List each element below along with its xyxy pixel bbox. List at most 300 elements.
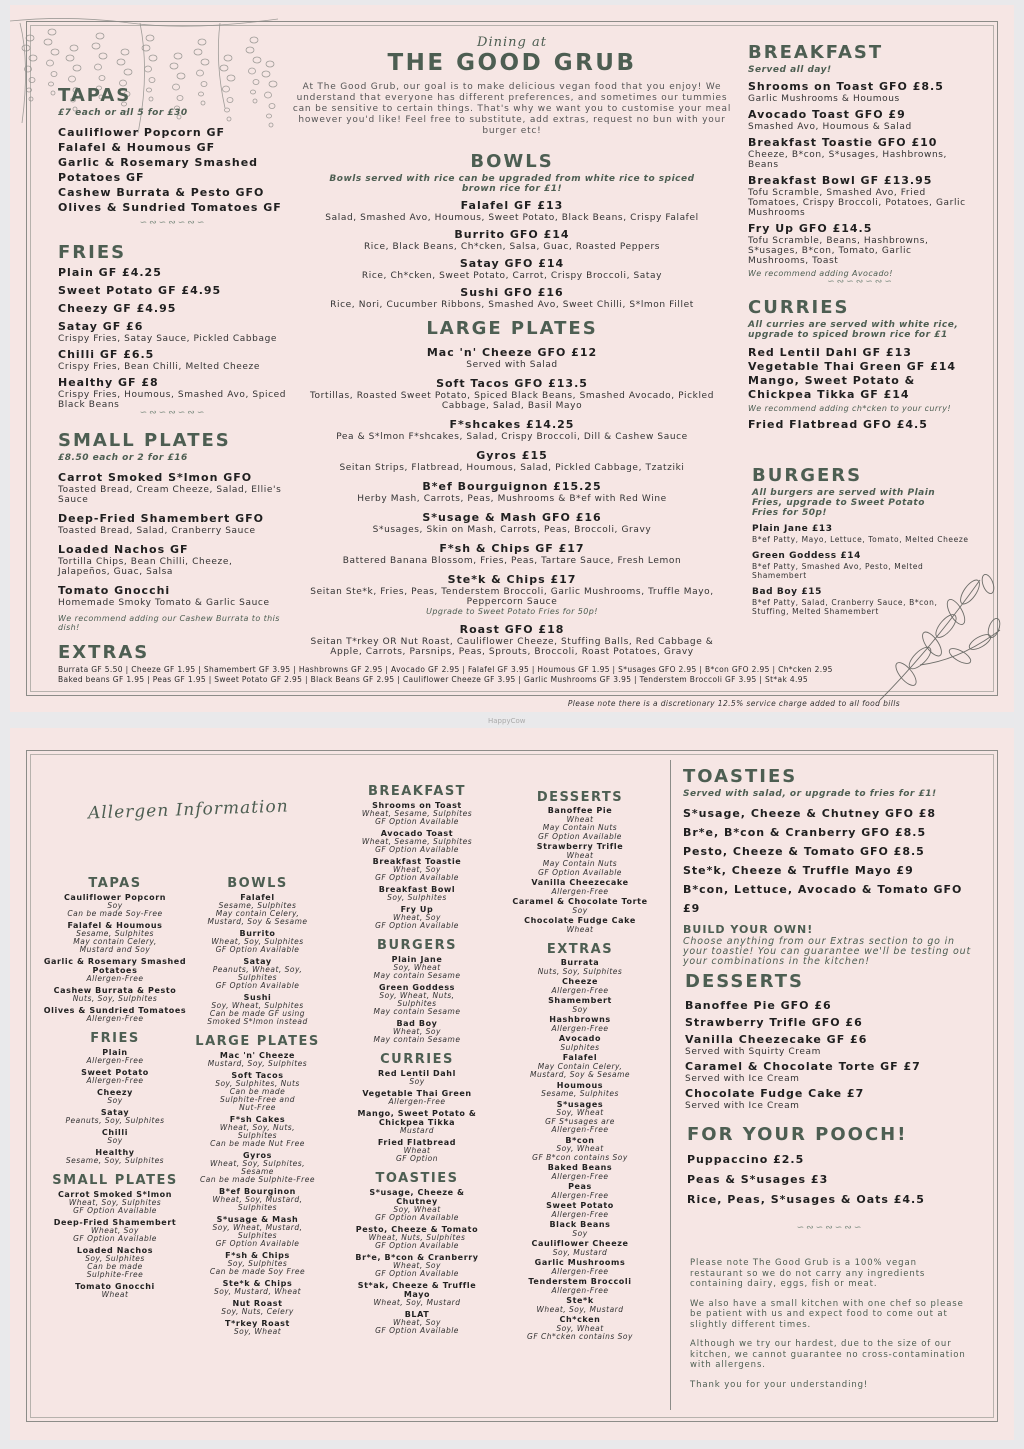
- desserts-section: [685, 971, 975, 1113]
- allergen-item-info: Sulphites: [397, 999, 437, 1008]
- allergen-item-info: Soy, Sulphites: [387, 893, 447, 902]
- allergen-item-info: Sulphites: [237, 1231, 278, 1240]
- allergen-item-info: May contain Celery,: [73, 937, 157, 946]
- allergen-item-info: GF Option Available: [375, 817, 459, 826]
- allergen-item-info: Soy: [107, 1096, 123, 1105]
- allergen-item: [347, 1225, 487, 1250]
- column-divider: [670, 760, 671, 1410]
- allergen-item: [347, 983, 487, 1016]
- allergen-item-info: Sulphites: [237, 1131, 278, 1140]
- allergen-item-name: B*ef Bourginon: [219, 1187, 296, 1196]
- allergen-item-name: Shamembert: [548, 996, 612, 1005]
- toasties-heading: TOASTIES: [683, 766, 798, 787]
- bowl-item: [292, 256, 732, 281]
- allergen-heading: BURGERS: [377, 938, 457, 953]
- allergen-item-name: Soft Tacos: [231, 1071, 284, 1080]
- allergen-item-info: Wheat: [403, 1146, 431, 1155]
- allergen-item: [40, 893, 190, 918]
- breakfast-item-desc: Tofu Scramble, Smashed Avo, Fried Tomatoes, Crispy Broccoli, Potatoes, Garlic Mushrooms: [748, 188, 966, 218]
- allergen-item-info: Peanuts, Wheat, Soy,: [212, 965, 303, 974]
- allergen-item: [510, 978, 650, 995]
- allergen-item: [347, 885, 487, 902]
- large-plate-item-desc: Battered Banana Blossom, Fries, Peas, Tartare Sauce, Fresh Lemon: [342, 556, 682, 566]
- fries-item-name: Chilli GF £6.5: [58, 348, 155, 361]
- breakfast-item-name: Avocado Toast GFO £9: [748, 108, 906, 121]
- allergen-item-info: Sesame, Sulphites: [541, 1089, 619, 1098]
- allergen-item-name: Banoffee Pie: [547, 806, 613, 815]
- dessert-item-desc: Served with Ice Cream: [685, 1101, 800, 1111]
- bowl-item-desc: Rice, Ch*cken, Sweet Potato, Carrot, Crispy Broccoli, Satay: [361, 271, 663, 281]
- allergen-item-info: Wheat, Soy, Mustard: [536, 1304, 624, 1314]
- breakfast-item: [748, 107, 973, 132]
- allergen-item-name: F*sh Cakes: [229, 1115, 286, 1124]
- large-plate-item: [292, 572, 732, 616]
- allergen-item: [510, 1054, 650, 1080]
- allergen-item-info: Soy, Wheat, Mustard,: [212, 1223, 303, 1232]
- tapas-subtitle: £7 each or all 5 for £30: [58, 108, 188, 118]
- pooch-item: Peas & S*usages £3: [687, 1173, 829, 1186]
- curries-section: [748, 297, 973, 432]
- allergen-item-name: Cheeze: [561, 977, 599, 986]
- allergen-item: [185, 1071, 330, 1112]
- allergen-item-name: Nut Roast: [232, 1299, 283, 1308]
- allergen-item: [40, 986, 190, 1003]
- bowls-subtitle: Bowls served with rice can be upgraded from white rice to spiced brown rice for £1!: [329, 174, 695, 194]
- allergen-item: [40, 1282, 190, 1299]
- allergen-item-info: Wheat, Soy, Nuts,: [219, 1123, 296, 1132]
- allergen-item-info: GF Option Available: [375, 1269, 459, 1278]
- allergen-item: [40, 1088, 190, 1105]
- large-plate-item-name: Soft Tacos GFO £13.5: [436, 377, 588, 390]
- small-plate-item-desc: Toasted Bread, Cream Cheeze, Salad, Ellie's Sauce: [58, 485, 282, 505]
- allergen-item-info: Mustard: [399, 1126, 434, 1135]
- curries-note: We recommend adding ch*cken to your curry!: [748, 404, 951, 413]
- allergen-item-info: Soy, Wheat: [556, 1108, 604, 1117]
- breakfast-item-desc: Smashed Avo, Houmous & Salad: [748, 122, 912, 132]
- allergen-item-name: Caramel & Chocolate Torte: [512, 897, 648, 906]
- allergen-item: [347, 905, 487, 930]
- fries-item: [58, 375, 293, 410]
- toasties-subtitle: Served with salad, or upgrade to fries for £1!: [683, 789, 937, 799]
- bowl-item-desc: Rice, Black Beans, Ch*cken, Salsa, Guac, Roasted Peppers: [363, 242, 661, 252]
- allergen-item-info: Wheat, Soy: [393, 1318, 441, 1327]
- fries-item: [58, 283, 293, 298]
- large-plate-item-name: B*ef Bourguignon £15.25: [422, 480, 602, 493]
- allergen-item: [347, 1281, 487, 1307]
- breakfast-section: [748, 42, 973, 278]
- allergen-item: [347, 1019, 487, 1044]
- allergen-item: [347, 1069, 487, 1086]
- breakfast-item: [748, 173, 973, 218]
- fries-section: [58, 242, 293, 413]
- fries-item-desc: Crispy Fries, Houmous, Smashed Avo, Spiced Black Beans: [58, 390, 287, 410]
- allergen-item-info: May Contain Nuts: [542, 823, 618, 832]
- small-plate-item-desc: Tortilla Chips, Bean Chilli, Cheeze, Jalapeños, Guac, Salsa: [58, 557, 233, 577]
- toastie-item: Br*e, B*con & Cranberry GFO £8.5: [683, 826, 927, 839]
- separator: ∽∾∽∾∽∾∽: [796, 1223, 864, 1233]
- allergen-item-name: BLAT: [404, 1310, 430, 1319]
- allergen-item-info: May contain Sesame: [373, 971, 461, 980]
- allergen-item: [40, 1108, 190, 1125]
- allergen-heading: CURRIES: [380, 1052, 454, 1067]
- dessert-item: [685, 1086, 975, 1111]
- allergen-item-info: Soy: [572, 1228, 588, 1238]
- small-plates-list: [58, 470, 283, 608]
- large-plate-item-name: F*shcakes £14.25: [449, 418, 575, 431]
- allergen-item-info: Soy, Wheat: [233, 1327, 282, 1336]
- allergen-item-info: Soy: [107, 1136, 123, 1145]
- allergen-item-info: Allergen-Free: [86, 1076, 144, 1085]
- dessert-item-name: Banoffee Pie GFO £6: [685, 999, 832, 1012]
- allergen-item-name: Ch*cken: [559, 1315, 601, 1324]
- allergen-item-info: Wheat, Soy: [393, 865, 441, 874]
- large-plate-item-name: S*usage & Mash GFO £16: [422, 511, 602, 524]
- allergen-item-name: Gyros: [243, 1151, 272, 1160]
- allergen-item: [185, 1051, 330, 1068]
- allergen-item-info: Allergen-Free: [551, 1125, 609, 1134]
- fries-item-desc: Crispy Fries, Satay Sauce, Pickled Cabbage: [58, 334, 278, 344]
- large-plate-item-desc: Seitan Ste*k, Fries, Peas, Tenderstem Broccoli, Garlic Mushrooms, Truffle Mayo, Peppercorn Sauce: [310, 587, 714, 607]
- allergen-item-name: S*usage & Mash: [216, 1215, 299, 1224]
- large-plate-item-desc: Pea & S*lmon F*shcakes, Salad, Crispy Broccoli, Dill & Cashew Sauce: [336, 432, 688, 442]
- allergen-item-info: Mustard and Soy: [79, 945, 151, 954]
- allergen-item-name: Carrot Smoked S*lmon: [57, 1190, 173, 1199]
- menu-page-back: [10, 728, 1014, 1440]
- allergen-item-info: Wheat: [101, 1290, 129, 1299]
- allergen-item-info: Peanuts, Soy, Sulphites: [65, 1116, 165, 1125]
- allergen-item-name: Fried Flatbread: [377, 1138, 457, 1147]
- allergen-item-info: GF S*usages are: [545, 1116, 615, 1126]
- allergen-item: [185, 1279, 330, 1296]
- allergen-item-info: Wheat, Soy, Sulphites,: [209, 1159, 306, 1168]
- allergen-item: [510, 1183, 650, 1200]
- allergen-item: [40, 1006, 190, 1023]
- notes-section: [690, 1258, 970, 1399]
- allergen-item-info: GF Option Available: [375, 1241, 459, 1250]
- allergen-item: [347, 801, 487, 826]
- allergen-item-name: Cauliflower Cheeze: [531, 1239, 629, 1248]
- allergen-item-info: Soy: [572, 1004, 588, 1014]
- allergen-item-info: Allergen-Free: [388, 1097, 446, 1106]
- burger-item-name: Plain Jane £13: [752, 524, 833, 534]
- allergen-item-name: T*rkey Roast: [225, 1319, 290, 1328]
- allergen-item-info: Sesame, Sulphites: [218, 901, 297, 910]
- allergen-item-info: Wheat, Soy: [91, 1226, 139, 1235]
- breakfast-note: We recommend adding Avocado!: [748, 269, 893, 278]
- burger-item-desc: B*ef Patty, Salad, Cranberry Sauce, B*con, Stuffing, Melted Shamembert: [752, 598, 938, 616]
- allergen-item: [510, 1016, 650, 1033]
- small-plate-item-name: Tomato Gnocchi: [58, 584, 171, 597]
- allergen-item-info: GF Option Available: [375, 873, 459, 882]
- allergen-item-name: Strawberry Trifle: [536, 842, 624, 851]
- fries-item: [58, 319, 293, 344]
- allergen-item: [185, 893, 330, 926]
- allergen-item-name: Hashbrowns: [549, 1015, 611, 1024]
- allergen-item-info: GF Option Available: [215, 981, 300, 990]
- allergen-item: [347, 1188, 487, 1222]
- dessert-item: [685, 1032, 975, 1057]
- bowl-item: [292, 285, 732, 310]
- curry-item: Vegetable Thai Green GF £14: [748, 360, 957, 373]
- allergen-item-info: Sulphite-Free and: [219, 1095, 296, 1104]
- allergen-item-info: Nuts, Soy, Sulphites: [72, 994, 158, 1003]
- allergen-item-info: Sesame, Sulphites: [76, 929, 154, 938]
- allergen-item: [185, 1187, 330, 1212]
- allergen-item: [510, 1316, 650, 1342]
- service-charge-note: Please note there is a discretionary 12.5% service charge added to all food bills: [567, 699, 900, 708]
- allergen-item: [510, 1202, 650, 1219]
- allergen-item-info: Soy, Wheat, Sulphites: [211, 1001, 304, 1010]
- allergen-item-info: Sulphite-Free: [86, 1270, 144, 1279]
- allergen-item: [40, 1128, 190, 1145]
- allergen-item-name: B*con: [565, 1135, 595, 1145]
- allergen-item-name: Healthy: [95, 1148, 135, 1157]
- allergen-item-name: Tomato Gnocchi: [75, 1282, 155, 1291]
- allergen-item-name: S*usages: [556, 1099, 604, 1109]
- toastie-item: Ste*k, Cheeze & Truffle Mayo £9: [683, 864, 914, 877]
- allergen-item-info: Allergen-Free: [551, 1209, 609, 1219]
- breakfast-subtitle: Served all day!: [748, 65, 832, 75]
- allergen-item-info: Soy, Mustard: [552, 1247, 608, 1257]
- large-plate-item-desc: Served with Salad: [466, 360, 558, 370]
- allergen-item-info: Can be made: [229, 1087, 286, 1096]
- extras-line-2: Baked beans GF 1.95 | Peas GF 1.95 | Sweet Potato GF 2.95 | Black Beans GF 2.95 | Cauliflower Cheeze GF 3.95 | Garlic Mushrooms GF 3.95 | Tenderstem Broccoli GF 3.95 | St*ak 4.95: [58, 675, 808, 684]
- allergen-item-info: Allergen-Free: [86, 974, 144, 983]
- allergen-heading: DESSERTS: [536, 790, 624, 805]
- bowl-item-name: Burrito GFO £14: [454, 228, 570, 241]
- small-plates-subtitle: £8.50 each or 2 for £16: [58, 453, 188, 463]
- breakfast-heading: BREAKFAST: [748, 42, 884, 63]
- allergen-item: [185, 957, 330, 990]
- allergen-item-name: Falafel & Houmous: [67, 921, 163, 930]
- large-plate-item: [292, 510, 732, 535]
- allergen-item: [185, 1115, 330, 1148]
- extras-heading: EXTRAS: [58, 642, 150, 663]
- allergen-item-info: Allergen-Free: [551, 1171, 609, 1181]
- allergen-item-name: Mac 'n' Cheeze: [219, 1051, 296, 1060]
- burger-item-name: Green Goddess £14: [752, 551, 861, 561]
- burger-item-name: Bad Boy £15: [752, 587, 822, 597]
- large-plate-item-name: Ste*k & Chips £17: [447, 573, 577, 586]
- dining-at-script: Dining at: [477, 35, 547, 50]
- allergen-item-name: Burrito: [239, 929, 276, 938]
- small-plate-item: [58, 511, 283, 536]
- allergen-item-name: Br*e, B*con & Cranberry: [355, 1253, 479, 1262]
- bowl-item-name: Satay GFO £14: [459, 257, 565, 270]
- allergen-item: [347, 955, 487, 980]
- large-plate-item: [292, 448, 732, 473]
- large-plate-item-desc: Herby Mash, Carrots, Peas, Mushrooms & B*ef with Red Wine: [357, 494, 667, 504]
- allergen-item: [510, 997, 650, 1014]
- bowl-item-desc: Rice, Nori, Cucumber Ribbons, Smashed Avo, Sweet Chilli, S*lmon Fillet: [330, 300, 694, 310]
- bowls-list: [292, 198, 732, 310]
- allergen-item-info: May contain Sesame: [373, 1007, 461, 1016]
- fries-item-name: Sweet Potato GF £4.95: [58, 284, 222, 297]
- desserts-list: [685, 998, 975, 1111]
- allergen-item-info: Wheat, Soy: [393, 1261, 441, 1270]
- tapas-item: Cashew Burrata & Pesto GFO: [58, 186, 265, 199]
- bowl-item-desc: Salad, Smashed Avo, Houmous, Sweet Potato, Black Beans, Crispy Falafel: [325, 213, 699, 223]
- allergen-item: [185, 1251, 330, 1276]
- small-plate-item-name: Deep-Fried Shamembert GFO: [58, 512, 264, 525]
- allergen-item-info: Smoked S*lmon instead: [207, 1017, 308, 1026]
- fries-item-name: Plain GF £4.25: [58, 266, 162, 279]
- allergen-column-1: [40, 868, 190, 1302]
- allergen-item-info: Wheat, Nuts, Sulphites: [368, 1233, 466, 1242]
- allergen-item-name: Sushi: [243, 993, 272, 1002]
- allergen-item-name: St*ak, Cheeze & Truffle Mayo: [357, 1281, 477, 1299]
- toasties-list: [683, 804, 983, 918]
- large-plate-item: [292, 417, 732, 442]
- allergen-item-name: Falafel: [240, 893, 275, 902]
- large-plate-item-desc: Seitan T*rkey OR Nut Roast, Cauliflower Cheeze, Stuffing Balls, Red Cabbage & Apple, Carrots, Parsnips, Peas, Sprouts, Broccoli, Roast Potatoes, Gravy: [310, 637, 714, 657]
- allergen-item: [185, 1151, 330, 1184]
- burgers-section: [752, 465, 977, 622]
- allergen-item-name: Avocado Toast: [380, 829, 454, 838]
- fries-item-name: Cheezy GF £4.95: [58, 302, 177, 315]
- menu-page-front: [10, 5, 1014, 712]
- large-plate-item-desc: Seitan Strips, Flatbread, Houmous, Salad, Pickled Cabbage, Tzatziki: [339, 463, 685, 473]
- allergen-item-info: Wheat, Soy, Mustard,: [212, 1195, 303, 1204]
- breakfast-item-name: Shrooms on Toast GFO £8.5: [748, 80, 944, 93]
- allergen-item-info: GF Option Available: [375, 845, 459, 854]
- allergen-item: [510, 1221, 650, 1238]
- center-header: [292, 35, 732, 137]
- allergen-item-name: Chocolate Fudge Cake: [524, 916, 636, 925]
- allergen-item-info: Soy: [409, 1077, 425, 1086]
- allergen-item: [510, 1082, 650, 1099]
- toasties-section: [683, 766, 983, 967]
- allergen-item: [510, 917, 650, 934]
- allergen-item: [40, 957, 190, 983]
- allergen-item-name: Peas: [568, 1182, 592, 1191]
- note-paragraph: Thank you for your understanding!: [690, 1379, 869, 1390]
- allergen-item-name: Chilli: [101, 1128, 129, 1137]
- allergen-item-info: GF Option Available: [538, 831, 622, 841]
- desserts-heading: DESSERTS: [685, 971, 804, 992]
- dessert-item-name: Strawberry Trifle GFO £6: [685, 1016, 863, 1029]
- burger-item-desc: B*ef Patty, Smashed Avo, Pesto, Melted Shamembert: [752, 562, 924, 580]
- large-plate-item: [292, 376, 732, 411]
- allergen-item-info: Mustard, Soy, Sulphites: [207, 1059, 308, 1068]
- allergen-item-info: Allergen-Free: [551, 1023, 609, 1033]
- allergen-item: [510, 843, 650, 877]
- breakfast-list: [748, 79, 973, 266]
- tapas-item: Falafel & Houmous GF: [58, 141, 216, 154]
- allergen-item-info: May contain Celery,: [215, 909, 300, 918]
- tapas-item: Garlic & Rosemary Smashed Potatoes GF: [58, 156, 259, 184]
- bowl-item: [292, 227, 732, 252]
- allergen-item-info: Soy, Wheat: [556, 1144, 604, 1153]
- allergen-item-name: Breakfast Toastie: [372, 857, 462, 866]
- allergen-item-name: Vegetable Thai Green: [362, 1089, 472, 1098]
- large-plate-item-note: Upgrade to Sweet Potato Fries for 50p!: [426, 607, 598, 616]
- small-plate-item: [58, 542, 283, 577]
- allergen-item-info: Wheat: [566, 850, 594, 860]
- allergen-item-info: Wheat: [566, 924, 594, 934]
- allergen-item-name: Plain: [102, 1048, 128, 1057]
- curries-subtitle: All curries are served with white rice, upgrade to spiced brown rice for £1: [748, 320, 959, 340]
- tapas-item: Olives & Sundried Tomatoes GF: [58, 201, 282, 214]
- allergen-item: [510, 1259, 650, 1276]
- allergen-item-name: Ste*k: [566, 1296, 594, 1305]
- breakfast-item-desc: Cheeze, B*con, S*usages, Hashbrowns, Beans: [748, 150, 947, 170]
- allergen-item: [510, 1101, 650, 1135]
- note-paragraph: Please note The Good Grub is a 100% vegan restaurant so we do not carry any ingredients containing dairy, eggs, fish or meat.: [690, 1258, 926, 1289]
- allergen-item: [40, 921, 190, 954]
- allergen-item-name: Falafel: [562, 1053, 598, 1062]
- allergen-item-info: GF Option Available: [538, 867, 622, 877]
- allergen-item: [510, 1297, 650, 1314]
- allergen-item-info: GF Option Available: [375, 1326, 459, 1335]
- allergen-item-info: GF Option Available: [375, 1213, 459, 1222]
- allergen-item-info: Soy, Sulphites: [227, 1259, 288, 1268]
- dessert-item: [685, 1059, 975, 1084]
- allergen-item-name: Deep-Fried Shamembert: [53, 1218, 177, 1227]
- allergen-item-info: Wheat: [566, 814, 594, 824]
- allergen-item-info: Soy, Nuts, Celery: [221, 1307, 294, 1316]
- allergen-item-info: Sulphites: [560, 1042, 600, 1052]
- allergen-item-name: Shrooms on Toast: [372, 801, 462, 810]
- allergen-item-info: Wheat, Sesame, Sulphites: [361, 809, 473, 818]
- allergen-item: [510, 1240, 650, 1257]
- small-plates-section: [58, 430, 283, 632]
- fries-list: [58, 265, 293, 410]
- separator: ∽∾∽∾∽∾∽: [139, 218, 207, 228]
- allergen-item: [185, 1319, 330, 1336]
- tapas-heading: TAPAS: [58, 85, 132, 106]
- allergen-heading: FRIES: [90, 1031, 140, 1046]
- bowl-item: [292, 198, 732, 223]
- allergen-item-info: Wheat, Soy: [393, 1027, 441, 1036]
- allergen-item-name: Sweet Potato: [546, 1201, 614, 1210]
- allergen-item-name: S*usage, Cheeze & Chutney: [369, 1188, 465, 1206]
- allergen-item: [40, 1218, 190, 1243]
- allergen-item: [347, 1138, 487, 1163]
- allergen-item-info: Can be made Soy-Free: [67, 909, 163, 918]
- allergen-item-info: Sesame, Soy, Sulphites: [65, 1156, 165, 1165]
- pooch-item: Puppaccino £2.5: [687, 1153, 805, 1166]
- allergen-item-name: Garlic & Rosemary Smashed Potatoes: [43, 957, 187, 975]
- build-your-own-text: Choose anything from our Extras section to go in your toastie! You can guarantee we'll be testing out your combinations in the kitchen!: [683, 936, 972, 967]
- bowl-item-name: Falafel GF £13: [460, 199, 564, 212]
- bowls-heading: BOWLS: [470, 151, 554, 172]
- allergen-item-info: Soy: [107, 901, 123, 910]
- allergen-item-name: F*sh & Chips: [225, 1251, 290, 1260]
- allergen-item-name: Tenderstem Broccoli: [528, 1277, 632, 1286]
- allergen-item-name: Green Goddess: [378, 983, 456, 992]
- allergen-item: [510, 959, 650, 976]
- allergen-item: [185, 1299, 330, 1316]
- dessert-item: [685, 998, 975, 1013]
- allergen-item-info: Allergen-Free: [86, 1056, 144, 1065]
- allergen-item-info: Allergen-Free: [551, 886, 609, 896]
- allergen-item-name: Cheezy: [97, 1088, 133, 1097]
- allergen-item-name: Sweet Potato: [81, 1068, 149, 1077]
- allergen-item-name: Cauliflower Popcorn: [63, 893, 167, 902]
- bowls-section: [292, 151, 732, 314]
- allergen-item-name: Satay: [100, 1108, 130, 1117]
- burger-item-desc: B*ef Patty, Mayo, Lettuce, Tomato, Melted Cheeze: [752, 535, 969, 544]
- allergen-item: [347, 1253, 487, 1278]
- burgers-subtitle: All burgers are served with Plain Fries, upgrade to Sweet Potato Fries for 50p!: [752, 488, 936, 518]
- allergen-item-info: Can be made Sulphite-Free: [200, 1175, 315, 1184]
- allergen-item: [347, 829, 487, 854]
- allergen-item-name: Breakfast Bowl: [378, 885, 456, 894]
- burgers-list: [752, 523, 977, 616]
- allergen-item-info: Soy: [572, 905, 588, 915]
- allergen-item-info: Allergen-Free: [86, 1014, 144, 1023]
